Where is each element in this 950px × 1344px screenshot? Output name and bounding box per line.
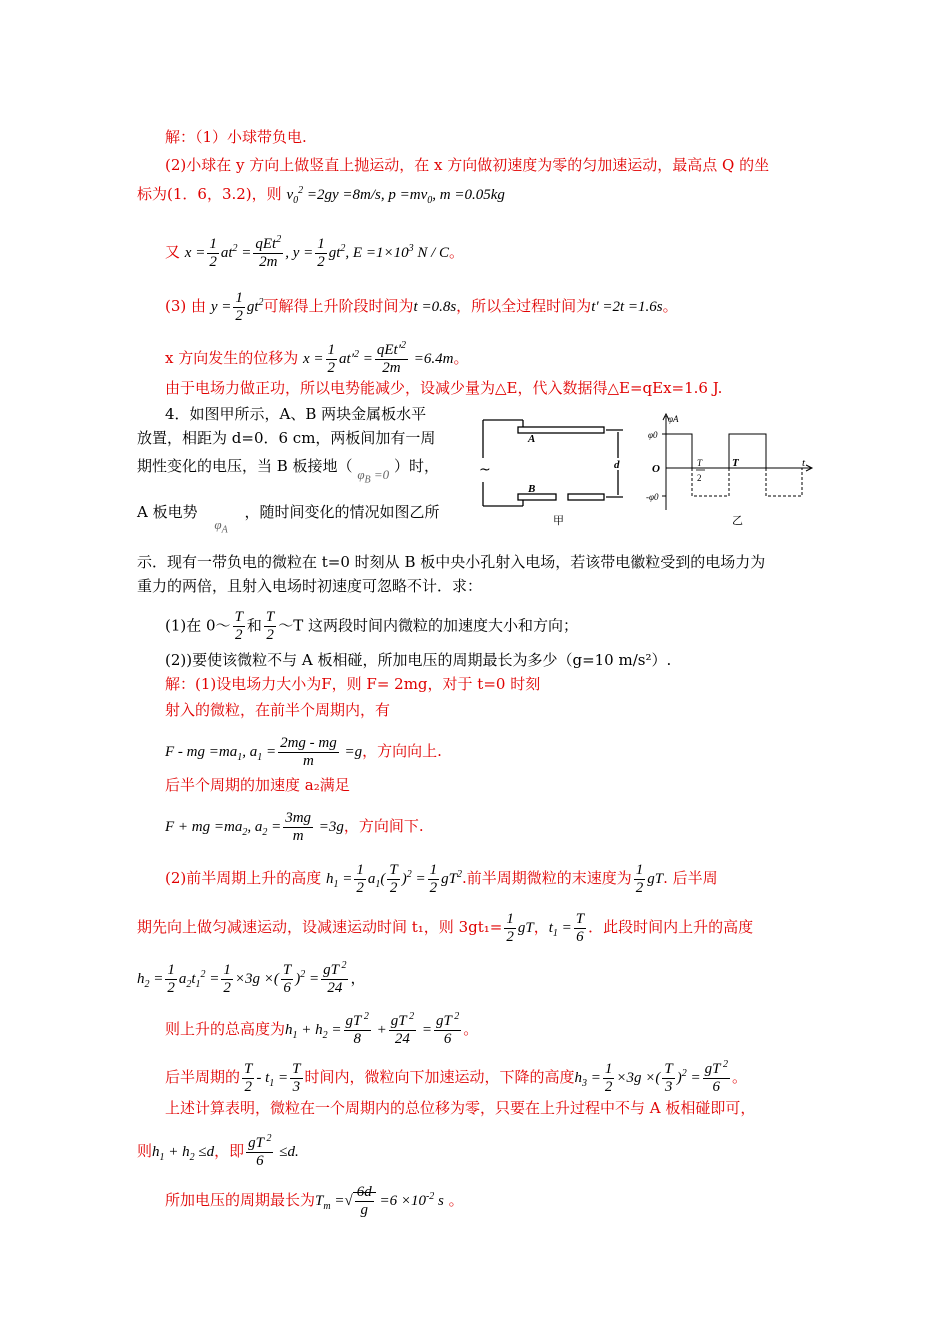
tick-T-half-num: T: [697, 458, 703, 468]
answer4-line-12: 则$h_1 + h_2 \le d$，即 $\frac{gT ^2}{6}$ ≤d.: [137, 1133, 299, 1169]
answer-line-4: 又 x = $\frac{1}{2}$ $at^2$ = $\frac{qEt^2}{2m}$ , y = $\frac{1}{2}$ $gt^2$, $E =1\times 10^3$ N / C。: [165, 234, 465, 270]
problem4-line-2: 放置，相距为 d=0．6 cm，两板间加有一周: [137, 429, 436, 447]
answer4-line-3: F - mg $=ma_1$, $a_1$ = $\frac{2mg - mg}{m}$ =g，方向向上.: [165, 735, 442, 769]
figure-voltage-graph: [644, 410, 819, 530]
answer-line-5: (3) 由 y = $\frac{1}{2}$ $gt^2$可解得上升阶段时间为t =0.8s，所以全过程时间为t′ =2t =1.6s。: [165, 290, 678, 324]
answer-line-2: (2)小球在 y 方向上做竖直上抛运动，在 x 方向做初速度为零的匀加速运动，最高点 Q 的坐: [165, 156, 770, 174]
answer4-line-1: 解：(1)设电场力大小为F，则 F= 2mg，对于 t=0 时刻: [165, 675, 541, 693]
formula-x-y-E: x = $\frac{1}{2}$ $at^2$ = $\frac{qEt^2}{2m}$ , y = $\frac{1}{2}$ $gt^2$, $E =1\times 10^3$ N / C: [184, 234, 450, 270]
formula-v0: $v_0^2 =2gy =8m/s$, $p =mv_0$, m =0.05kg: [286, 185, 505, 206]
tick-neg-phi0: -φ0: [646, 492, 659, 502]
problem4-question-2: (2))要使该微粒不与 A 板相碰，所加电压的周期最长为多少（g=10 m/s²）.: [165, 651, 672, 669]
answer4-line-2: 射入的微粒，在前半个周期内，有: [165, 701, 391, 719]
axis-label-phiA: φA: [668, 414, 679, 424]
problem4-line-3: 期性变化的电压，当 B 板接地（ $\varphi_B =0$ ）时，: [137, 457, 439, 486]
answer4-line-8: $h_2$ = $\frac{1}{2}$ $a_2t_1^2$ = $\frac{1}{2}$ ×3g ×( $\frac{T}{6}$ )$^2$ = $\frac{gT ^2}{24}$ ，: [137, 960, 366, 996]
answer4-line-10: 后半周期的 $\frac{T}{2}$ - $t_1$ = $\frac{T}{3}$ 时间内，微粒向下加速运动，下降的高度$h_3$ = $\frac{1}{2}$ ×3g ×( $\frac{T}{3}$ )$^2$ = $\frac{gT ^2}{6}$ 。: [165, 1059, 747, 1095]
answer-line-7: 由于电场力做正功，所以电势能减少，设减少量为△E，代入数据得△E=qEx=1.6 J.: [165, 379, 723, 397]
plate-a-label: A: [528, 433, 536, 445]
problem4-line-5: 示．现有一带负电的微粒在 t=0 时刻从 B 板中央小孔射入电场，若该带电徽粒受到的电场力为: [137, 553, 766, 571]
answer4-line-6: (2)前半周期上升的高度 $h_1$ = $\frac{1}{2}$ $a_1$( $\frac{T}{2}$ )$^2$ = $\frac{1}{2}$ $gT^2$.前半周期微粒的末速度为 $\frac{1}{2}$ gT. 后半周: [165, 862, 718, 896]
answer4-line-4: 后半个周期的加速度 a₂满足: [165, 776, 350, 794]
figure-caption-jia: 甲: [553, 514, 564, 527]
tick-T: T: [732, 457, 739, 469]
distance-d-label: d: [614, 459, 620, 471]
tick-T-half-den: 2: [697, 473, 702, 483]
problem4-line-4: A 板电势 $\varphi_A$ ，随时间变化的情况如图乙所: [137, 503, 440, 536]
origin-label: O: [652, 463, 660, 475]
answer4-line-5: F + mg $=ma_2$, $a_2$ = $\frac{3mg}{m}$ =3g，方向间下.: [165, 810, 424, 844]
answer4-line-9: 则上升的总高度为$h_1 + h_2$ = $\frac{gT ^2}{8}$ + $\frac{gT ^2}{24}$ = $\frac{gT ^2}{6}$ 。: [165, 1011, 479, 1047]
problem4-question-1: (1)在 0～ $\frac{T}{2}$ 和 $\frac{T}{2}$ ～T 这两段时间内微粒的加速度大小和方向；: [165, 609, 579, 643]
answer4-line-13: 所加电压的周期最长为$T_m$ =√ $\frac{6d}{g}$ $=6 \times 10^{-2}$ s 。: [165, 1184, 464, 1218]
problem4-line-6: 重力的两倍，且射入电场时初速度可忽略不计．求：: [137, 577, 483, 595]
axis-label-t: t: [802, 457, 806, 469]
problem4-line-1: 4．如图甲所示，A、B 两块金属板水平: [165, 405, 427, 423]
tick-phi0: φ0: [648, 430, 658, 440]
svg-text:~: ~: [479, 462, 491, 478]
answer-line-1: 解：（1）小球带负电.: [165, 128, 307, 146]
answer-line-3: 标为(1．6，3.2)，则 $v_0^2 =2gy =8m/s$, $p =mv_0$, m =0.05kg: [137, 185, 505, 206]
answer4-line-7: 期先向上做匀减速运动，设减速运动时间 t₁，则 3gt₁= $\frac{1}{2}$ gT，$t_1$ = $\frac{T}{6}$ ．此段时间内上升的高度: [137, 911, 754, 945]
answer4-line-11: 上述计算表明，微粒在一个周期内的总位移为零，只要在上升过程中不与 A 板相碰即可，: [165, 1099, 756, 1117]
figure-circuit: [478, 410, 628, 530]
answer-line-6: x 方向发生的位移为 x = $\frac{1}{2}$ $at'^2$ = $\frac{qEt'^2}{2m}$ =6.4m。: [165, 340, 469, 376]
figure-caption-yi: 乙: [732, 514, 743, 527]
plate-b-label: B: [528, 483, 536, 495]
